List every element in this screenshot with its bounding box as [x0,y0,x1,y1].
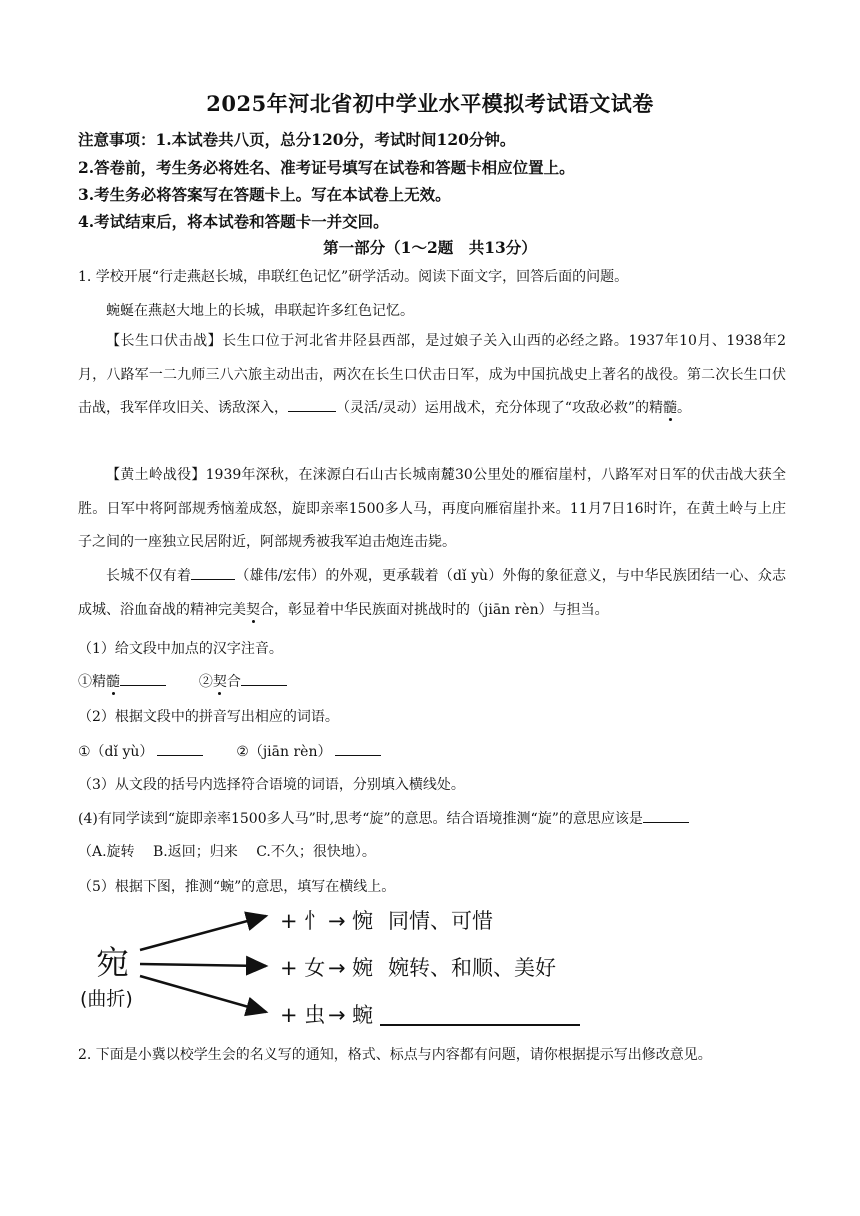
answer-label: ①精 [78,674,106,690]
dotted-character: 契 [246,601,260,618]
derived-character: 蜿 [352,1003,373,1027]
answer-label: ② [198,674,213,690]
derived-character: 惋 [352,909,373,933]
dotted-character: 髓 [106,674,120,690]
arrow-glyph: → [328,909,346,933]
answer-blank[interactable] [288,396,336,412]
answer-blank[interactable] [335,740,381,756]
dotted-character: 髓 [663,400,678,416]
answer-blank[interactable] [241,670,287,686]
root-meaning: (曲折) [80,988,133,1010]
derived-meaning: 婉转、和顺、美好 [388,956,556,980]
notice-line-2: 2.答卷前，考生务必将姓名、准考证号填写在试卷和答题卡相应位置上。 [78,158,575,177]
answer-blank[interactable] [157,740,203,756]
sub-question-1-answers [78,670,287,691]
answer-label: ②（jiān rèn） [236,744,332,760]
passage-intro: 蜿蜒在燕赵大地上的长城，串联起许多红色记忆。 [106,303,414,319]
question-1-stem: 1. 学校开展“行走燕赵长城，串联红色记忆”研学活动。阅读下面文字，回答后面的问题。 [78,269,629,285]
paragraph-text: 长城不仅有着 [106,568,192,584]
exam-title: 2025年河北省初中学业水平模拟考试语文试卷 [206,91,654,116]
radical-label: + 忄 [280,909,326,933]
sub-question-3: （3）从文段的括号内选择符合语境的词语，分别填入横线处。 [78,777,465,793]
sub-question-4-line-1 [78,807,689,828]
arrow-branch [140,964,266,966]
arrow-branch [140,916,266,950]
notice-line-4: 4.考试结束后，将本试卷和答题卡一并交回。 [78,212,389,231]
arrow-branch [140,976,266,1012]
notice-line-3: 3.考生务必将答案写在答题卡上。写在本试卷上无效。 [78,185,451,204]
answer-label: 合 [226,674,241,690]
sub-question-2-answers [78,740,381,761]
answer-blank[interactable] [643,807,689,823]
passage-paragraph-huangtuling: 【黄土岭战役】1939年深秋，在涞源白石山古长城南麓30公里处的雁宿崖村，八路军对日军的伏击战大获全胜。日军中将阿部规秀恼羞成怒，旋即亲率1500多人马，再度向雁宿崖扑来。11月7日16时许，在黄土岭与上庄子之间的一座独立民居附近，阿部规秀被我军迫击炮连击毙。 [78,467,786,550]
sub-question-5: （5）根据下图，推测“蜿”的意思，填写在横线上。 [78,879,396,895]
paragraph-text: 。 [677,400,692,416]
sub-question-2: （2）根据文段中的拼音写出相应的词语。 [78,709,339,725]
derived-meaning: 同情、可惜 [388,909,493,933]
passage-paragraph-summary [78,560,786,627]
answer-blank[interactable] [120,670,166,686]
question-text: (4)有同学读到“旋即亲率1500多人马”时,思考“旋”的意思。结合语境推测“旋”的意思应该是 [78,811,643,827]
sub-question-4-options: （A.旋转 B.返回；归来 C.不久；很快地）。 [78,844,376,860]
answer-blank[interactable] [191,564,235,580]
character-derivation-diagram [70,900,610,1040]
notice-line-1: 注意事项：1.本试卷共八页，总分120分，考试时间120分钟。 [78,130,516,149]
root-character: 宛 [96,943,129,982]
dotted-character: 契 [212,674,227,690]
part-one-heading: 第一部分（1～2题 共13分） [323,238,537,257]
radical-label: + 女 [280,956,326,980]
derived-character: 婉 [352,956,373,980]
passage-paragraph-changshengkou [78,325,786,426]
paragraph-text: （雄伟/宏伟）的外观，更承载着（dǐ yù）外侮的象征意义，与中华民族团结一心、众志成城、浴血奋战的精神完美 [78,568,787,618]
question-2-stem: 2. 下面是小冀以校学生会的名义写的通知，格式、标点与内容都有问题，请你根据提示写出修改意见。 [78,1047,712,1063]
paragraph-text: 【长生口伏击战】长生口位于河北省井陉县西部，是过娘子关入山西的必经之路。1937年10月、1938年2月，八路军一二九师三八六旅主动出击，两次在长生口伏击日军，成为中国抗战史上著名的战役。第二次长生口伏击战，我军佯攻旧关、诱敌深入， [78,333,786,416]
arrow-glyph: → [328,1003,346,1027]
paragraph-text: （灵活/灵动）运用战术，充分体现了“攻敌必救”的精 [336,400,664,416]
sub-question-1: （1）给文段中加点的汉字注音。 [78,641,283,657]
paragraph-text: 合，彰显着中华民族面对挑战时的（jiān rèn）与担当。 [260,601,609,618]
answer-label: ①（dǐ yù） [78,744,154,760]
arrow-glyph: → [328,956,346,980]
radical-label: + 虫 [280,1003,326,1027]
